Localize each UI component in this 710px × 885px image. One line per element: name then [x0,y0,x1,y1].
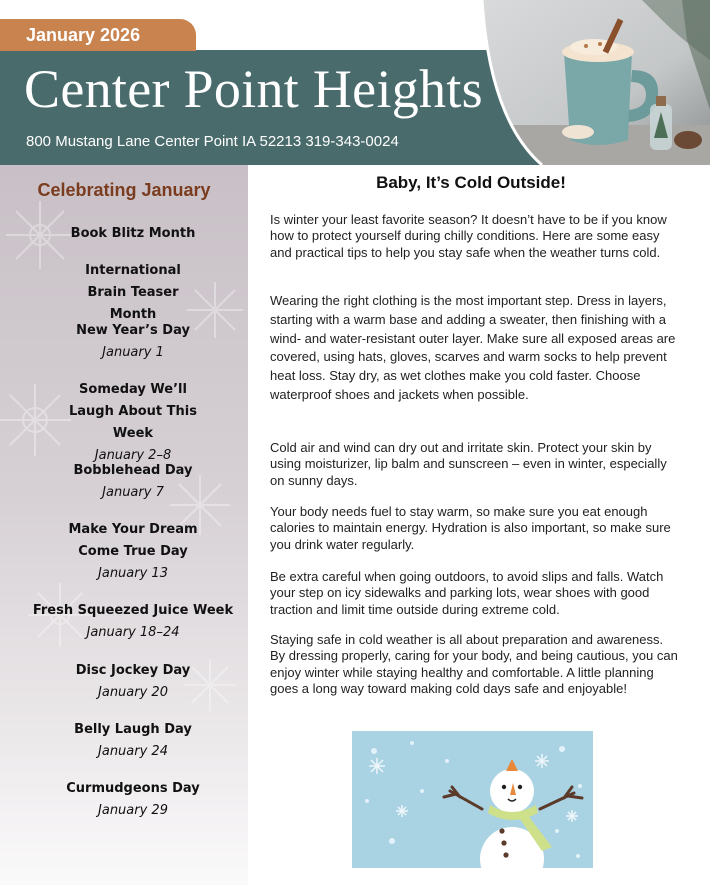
article-paragraph: Your body needs fuel to stay warm, so make sure you eat enough calories to maintain energy. Hydration is also important, so make sure you drink water regularly. [270,504,671,552]
event-date: January 1 [102,345,164,360]
article-title: Baby, It’s Cold Outside! [376,173,566,192]
event-date: January 2–8 [94,448,172,463]
event-item [0,660,248,704]
article-paragraph: Staying safe in cold weather is all about preparation and awareness. By dressing properly, caring for your body, and being cautious, you can enjoy winter while staying healthy and comfortable. A little planning goes a long way toward making cold days safe and enjoyable! [270,632,678,696]
event-date: January 7 [102,485,164,500]
event-date: January 18–24 [86,625,180,640]
event-item [0,519,248,585]
event-item [0,719,248,763]
snowman-illustration [352,731,593,868]
event-name: Curmudgeons Day [66,781,200,796]
event-name: Make Your Dream Come True Day [68,522,198,559]
event-item [0,460,248,504]
event-date: January 24 [98,744,168,759]
main-article [270,172,680,696]
event-date: January 13 [98,566,168,581]
event-name: New Year’s Day [76,323,190,338]
event-date: January 20 [98,685,168,700]
article-paragraph: Cold air and wind can dry out and irritate skin. Protect your skin by using moisturizer, lip balm and sunscreen – even in winter, especially on sunny days. [270,440,667,488]
newsletter-header [0,0,710,165]
event-item [0,223,248,245]
event-name: Book Blitz Month [70,226,196,241]
event-name: Bobblehead Day [73,463,193,478]
community-address: 800 Mustang Lane Center Point IA 52213 319-343-0024 [26,133,399,150]
event-item [0,600,248,644]
newsletter-title: Center Point Heights [24,59,483,119]
event-name: International Brain Teaser Month [85,263,181,322]
cocoa-mug-photo [482,0,710,165]
sidebar-celebrations [0,165,248,885]
event-name: Fresh Squeezed Juice Week [32,603,234,618]
event-name: Disc Jockey Day [75,663,191,678]
event-item [0,778,248,822]
event-name: Someday We’ll Laugh About This Week [68,382,197,441]
event-name: Belly Laugh Day [74,722,192,737]
article-paragraph: Wearing the right clothing is the most important step. Dress in layers, starting with a warm base and adding a sweater, then finishing with a wind- and water-resistant outer layer. Make sure all exposed areas are covered, using hats, gloves, scarves and warm socks to help prevent heat loss. Stay dry, as wet clothes make you cold faster. Choose waterproof shoes and jackets when possible. [270,293,676,402]
article-paragraph: Be extra careful when going outdoors, to avoid slips and falls. Watch your step on icy sidewalks and parking lots, wear shoes with good traction and limit time outside during extreme cold. [270,569,664,617]
event-item [0,379,248,467]
event-item [0,260,248,326]
sidebar-heading: Celebrating January [37,180,211,200]
event-item [0,320,248,364]
event-date: January 29 [98,803,168,818]
article-paragraph: Is winter your least favorite season? It doesn’t have to be if you know how to protect yourself during chilly conditions. Here are some easy and practical tips to help you stay safe when the weather turns cold. [270,212,667,260]
issue-date-tab: January 2026 [0,19,196,51]
